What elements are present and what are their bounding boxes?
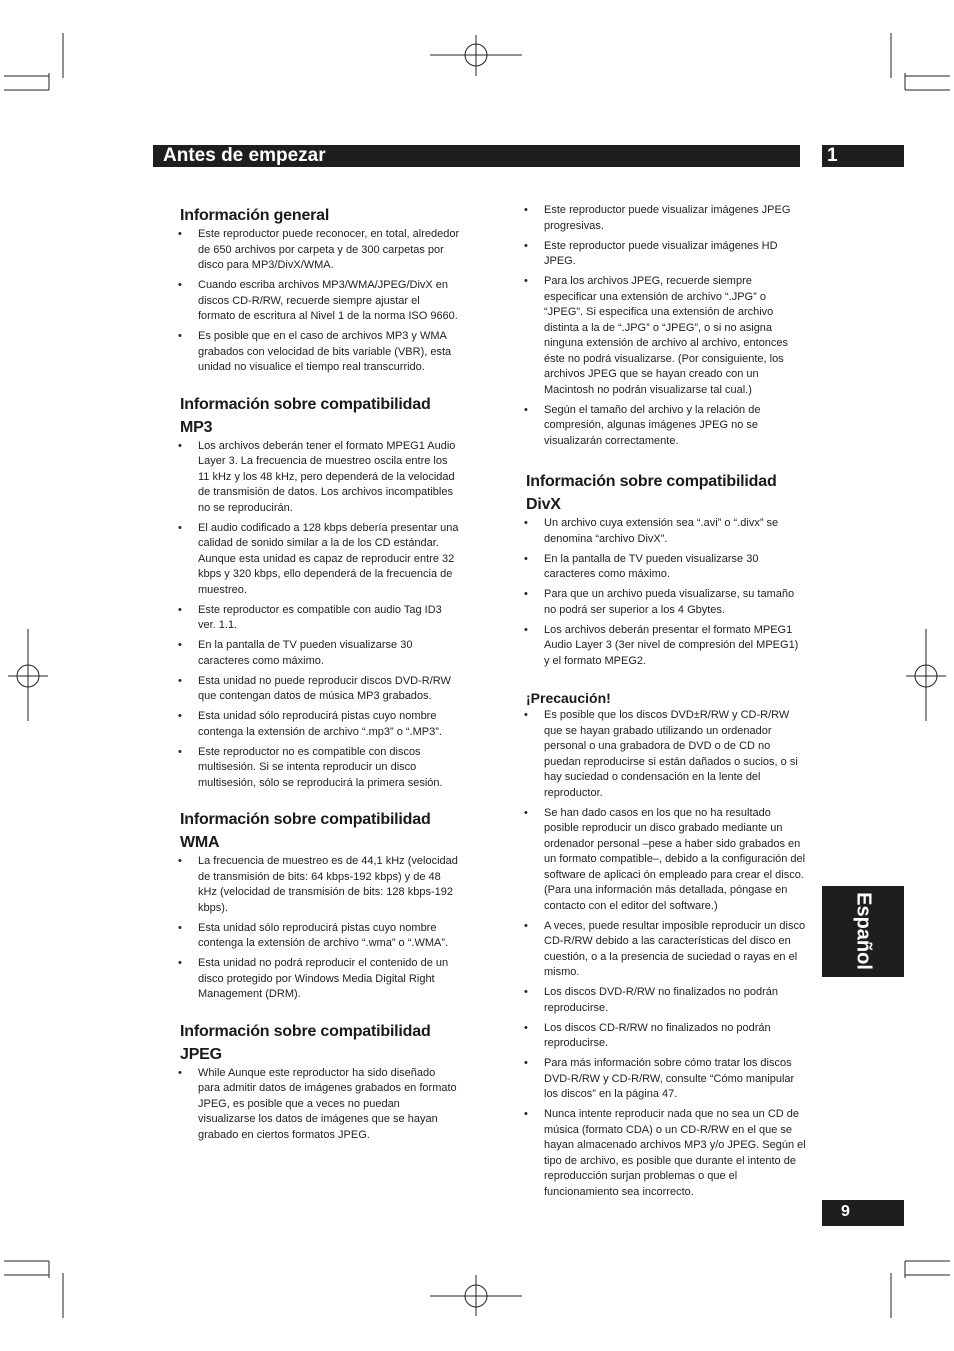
bullet-list [180,439,460,792]
bullet-list [526,516,806,669]
bullet-list [526,708,806,1200]
list-item: • Se han dado casos en los que no ha resultado posible reproducir un disco grabado mediante un ordenador personal –pese a haber sido grabados en un formato compatible–, debido a la configuración del software de aplicaci ón empleado para crear el disco. (Para una información más detallada, póngase en contacto con el editor del software.) [524,806,806,912]
list-item: • Nunca intente reproducir nada que no sea un CD de música (formato CDA) o un CD-R/RW en el que se hayan almacenado archivos MP3 y/o JPEG. Según el tipo de archivo, es posible que durante el intento de reproducción surjan problemas o que el funcionamiento sea incorrecto. [524,1108,806,1198]
section-header-bar [153,145,800,167]
chapter-number-box [822,145,904,167]
bullet-icon: • [178,439,182,452]
bullet-list [180,227,460,376]
right-column [526,203,806,1205]
chapter-number: 1 [827,145,838,166]
list-item: • Según el tamaño del archivo y la relación de compresión, algunas imágenes JPEG no se visualizarán correctamente. [524,403,761,447]
bullet-icon: • [178,279,182,291]
bullet-icon: • [524,919,528,932]
list-item: • Los discos DVD-R/RW no finalizados no podrán reproducirse. [524,986,778,1014]
bullet-icon: • [178,1066,182,1079]
list-item: • Este reproductor puede visualizar imágenes HD JPEG. [524,239,778,267]
section-heading: Información sobre compatibilidad JPEG [180,1022,431,1063]
list-item: • Es posible que en el caso de archivos MP3 y WMA grabados con velocidad de bits variable (VBR), esta unidad no visualice el tiempo real transcurrido. [178,330,452,373]
section-jpeg-compat [180,1020,460,1144]
list-item: • Esta unidad sólo reproducirá pistas cuyo nombre contenga la extensión de archivo “.wma” o “.WMA”. [178,921,449,949]
list-item: • Este reproductor puede visualizar imágenes JPEG progresivas. [524,204,791,232]
list-item: • La frecuencia de muestreo es de 44,1 kHz (velocidad de transmisión de bits: 64 kbps-192 kbps) y de 48 kHz (velocidad de transmisión de bits: 128 kbps-192 kbps). [178,855,458,914]
list-item: • Los discos CD-R/RW no finalizados no podrán reproducirse. [524,1021,771,1049]
bullet-icon: • [524,709,528,721]
bullet-icon: • [178,745,182,758]
page-number-box [822,1200,904,1226]
section-heading: Información general [180,207,330,224]
bullet-icon: • [178,639,182,651]
bullet-list [180,1066,460,1144]
section-heading: Información sobre compatibilidad MP3 [180,395,431,436]
list-item: • Este reproductor es compatible con audio Tag ID3 ver. 1.1. [178,603,442,631]
section-divx-compat [526,470,806,669]
bullet-icon: • [178,710,182,722]
list-item: • Esta unidad sólo reproducirá pistas cuyo nombre contenga la extensión de archivo “.mp3” o “.MP3”. [178,710,442,738]
list-item: • Para que un archivo pueda visualizarse, su tamaño no podrá ser superior a los 4 Gbytes. [524,588,795,616]
left-column [180,204,460,1148]
bullet-list [180,854,460,1003]
list-item: • Para más información sobre cómo tratar los discos DVD-R/RW y CD-R/RW, consulte “Cómo manipular los discos” en la página 47. [524,1057,795,1100]
language-side-tab [822,886,904,977]
section-heading: Información sobre compatibilidad WMA [180,811,431,851]
list-item: • Es posible que los discos DVD±R/RW y CD-R/RW que se hayan grabado utilizando un ordenador personal o una grabadora de DVD o de CD no puedan reproducirse si están dañados o sucios, o si hay suciedad o condensación en la lente del reproductor. [524,709,798,799]
list-item: • Cuando escriba archivos MP3/WMA/JPEG/DivX en discos CD-R/RW, recuerde siempre ajustar el formato de escritura al Nivel 1 de la norma ISO 9660. [178,279,458,322]
bullet-icon: • [178,674,182,687]
bullet-icon: • [524,517,528,529]
bullet-icon: • [524,1057,528,1069]
bullet-icon: • [178,330,182,342]
bullet-icon: • [524,204,528,216]
bullet-icon: • [178,603,182,616]
section-jpeg-continued [526,203,806,449]
list-item: • Este reproductor no es compatible con discos multisesión. Si se intenta reproducir un disco multisesión, sólo se reproducirá la primera sesión. [178,745,443,789]
section-wma-compat [180,808,460,1003]
bullet-icon: • [178,521,182,534]
list-item: • Este reproductor puede reconocer, en total, alrededor de 650 archivos por carpeta y de 300 carpetas por disco para MP3/DivX/WMA. [178,228,460,271]
list-item: • En la pantalla de TV pueden visualizarse 30 caracteres como máximo. [178,639,413,667]
list-item: • Esta unidad no puede reproducir discos DVD-R/RW que contengan datos de música MP3 grabados. [178,674,451,702]
bullet-icon: • [178,228,182,240]
bullet-icon: • [524,588,528,600]
bullet-icon: • [178,921,182,934]
bullet-icon: • [524,1021,528,1034]
page-number: 9 [841,1203,850,1220]
list-item: • El audio codificado a 128 kbps debería presentar una calidad de sonido similar a la de los CD estándar. Aunque esta unidad es capaz de reproducir entre 32 kbps y 320 kbps, ello dependerá de la frecuencia de muestreo. [178,521,459,596]
list-item: • En la pantalla de TV pueden visualizarse 30 caracteres como máximo. [524,552,759,580]
bullet-icon: • [178,957,182,969]
section-precaution [526,688,806,1200]
bullet-icon: • [524,806,528,819]
section-heading: Información sobre compatibilidad DivX [526,473,777,513]
bullet-icon: • [524,623,528,636]
section-general-info [180,204,460,376]
list-item: • Para los archivos JPEG, recuerde siempre especificar una extensión de archivo “.JPG” o “JPEG”. Si especifica una extensión de archivo distinta a la de “.JPG” o “JPEG”, o si no asigna ninguna extensión de archivo al archivo, entonces éste no podrá visualizarse. (Por consiguiente, los archivos JPEG que se hayan creado con un Macintosh no podrán visualizarse tal cual.) [524,275,788,396]
bullet-icon: • [178,855,182,867]
bullet-icon: • [524,275,528,287]
bullet-icon: • [524,986,528,998]
list-item: • While Aunque este reproductor ha sido diseñado para admitir datos de imágenes grabados en formato JPEG, es posible que a veces no puedan visualizarse los datos de imágenes que se hayan grabado en ciertos formatos JPEG. [178,1066,457,1141]
list-item: • Un archivo cuya extensión sea “.avi” o “.divx” se denomina “archivo DivX”. [524,517,779,545]
bullet-icon: • [524,1108,528,1120]
bullet-icon: • [524,239,528,252]
bullet-list [526,203,806,449]
list-item: • Los archivos deberán presentar el formato MPEG1 Audio Layer 3 (3er nivel de compresión del MPEG1) y el formato MPEG2. [524,623,799,667]
section-mp3-compat [180,393,460,792]
bullet-icon: • [524,552,528,565]
list-item: • A veces, puede resultar imposible reproducir un disco CD-R/RW debido a las características del disco en cuestión, o a la presencia de suciedad o rayas en el mismo. [524,919,806,978]
list-item: • Los archivos deberán tener el formato MPEG1 Audio Layer 3. La frecuencia de muestreo oscila entre los 11 kHz y los 48 kHz, pero dependerá de la velocidad de transmisión de datos. Los archivos incompatibles no se reproducirán. [178,439,456,514]
section-title: Antes de empezar [163,145,326,166]
language-label: Español [852,892,875,970]
bullet-icon: • [524,403,528,416]
precaution-heading: ¡Precaución! [526,690,611,706]
list-item: • Esta unidad no podrá reproducir el contenido de un disco protegido por Windows Media Digital Right Management (DRM). [178,957,449,1000]
